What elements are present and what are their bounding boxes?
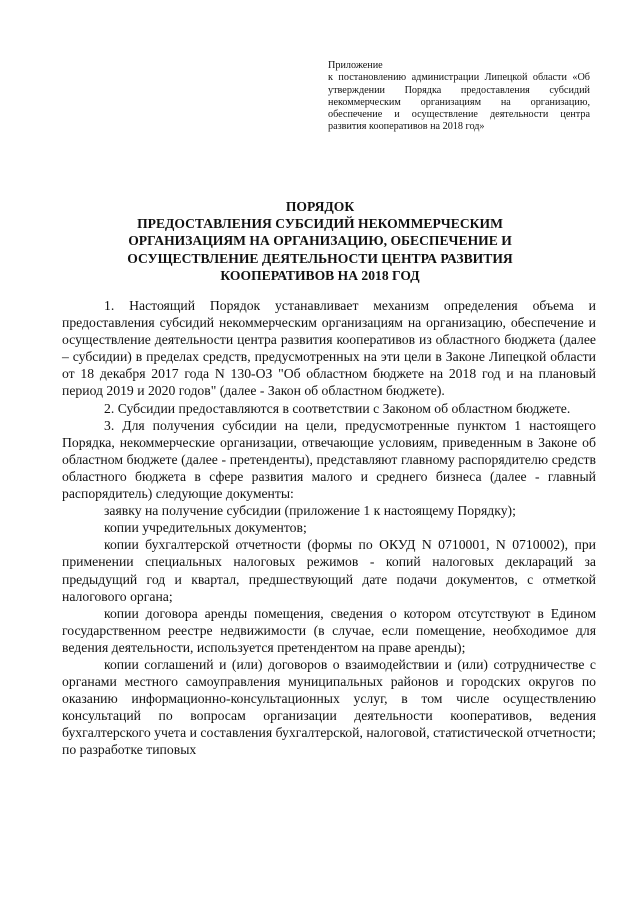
appendix-heading: Приложение	[328, 60, 383, 71]
title-line-3: ОРГАНИЗАЦИЯМ НА ОРГАНИЗАЦИЮ, ОБЕСПЕЧЕНИЕ И	[128, 233, 512, 249]
paragraph-3: 3. Для получения субсидии на цели, предусмотренные пунктом 1 настоящего Порядка, некоммерческие организации, отвечающие условиям, приведенным в Законе об областном бюджете (далее - претенденты), представляют главному распорядителю средств областного бюджета в сфере развития малого и среднего бизнеса (далее - главный распорядитель) следующие документы:	[62, 417, 596, 502]
appendix-text: к постановлению администрации Липецкой области «Об утверждении Порядка предоставления субсидий некоммерческим организациям на организацию, обеспечение и осуществление деятельности центра развития кооперативов на 2018 год»	[328, 72, 590, 133]
list-item-application: заявку на получение субсидии (приложение 1 к настоящему Порядку);	[104, 503, 516, 519]
title-line-5: КООПЕРАТИВОВ НА 2018 ГОД	[220, 267, 420, 283]
title-line-4: ОСУЩЕСТВЛЕНИЕ ДЕЯТЕЛЬНОСТИ ЦЕНТРА РАЗВИТИЯ	[127, 250, 513, 266]
list-item-charter-copies: копии учредительных документов;	[104, 520, 307, 536]
paragraph-1: 1. Настоящий Порядок устанавливает механизм определения объема и предоставления субсидий некоммерческим организациям на организацию, обеспечение и осуществление деятельности центра развития кооперативов из областного бюджета (далее – субсидии) в пределах средств, предусмотренных на эти цели в Законе Липецкой области от 18 декабря 2017 года N 130-ОЗ "Об областном бюджете на 2018 год и на плановый период 2019 и 2020 годов" (далее - Закон об областном бюджете).	[62, 298, 596, 399]
list-item-accounting-copies: копии бухгалтерской отчетности (формы по ОКУД N 0710001, N 0710002), при применении специальных налоговых режимов - копий налоговых деклараций за предыдущий год и квартал, предшествующий дате подачи документов, с отметкой налогового органа;	[62, 537, 596, 604]
list-item-agreement-copies: копии соглашений и (или) договоров о взаимодействии и (или) сотрудничестве с органами местного самоуправления муниципальных районов и городских округов по оказанию информационно-консультационных услуг, в том числе осуществлению консультаций по вопросам организации деятельности кооперативов, ведения бухгалтерского учета и составления бухгалтерской, налоговой, статистической отчетности; по разработке типовых	[62, 656, 596, 758]
appendix-note	[328, 60, 590, 134]
title-line-1: ПОРЯДОК	[285, 199, 355, 214]
paragraph-2: 2. Субсидии предоставляются в соответствии с Законом об областном бюджете.	[104, 400, 571, 416]
list-item-lease-copies: копии договора аренды помещения, сведения о котором отсутствуют в Едином государственном реестре недвижимости (в случае, если помещение, необходимое для ведения деятельности, используется претендентом на праве аренды);	[62, 605, 596, 655]
title-line-2: ПРЕДОСТАВЛЕНИЯ СУБСИДИЙ НЕКОММЕРЧЕСКИМ	[137, 216, 503, 232]
document-title	[92, 198, 548, 284]
document-body	[62, 297, 596, 759]
